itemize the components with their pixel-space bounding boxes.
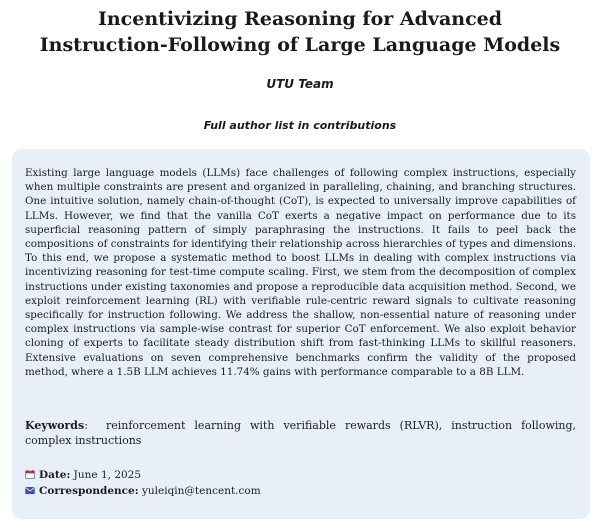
abstract-text: Existing large language models (LLMs) face challenges of following complex instructions, especially when multiple constraints are present and organized in paralleling, chaining, and branching structures. One intuitive solution, namely chain-of-thought (CoT), is expected to universally improve capabilities of LLMs. However, we find that the vanilla CoT exerts a negative impact on performance due to its superficial reasoning pattern of simply paraphrasing the instructions. It fails to peel back the compositions of constraints for identifying their relationship across hierarchies of types and dimensions. To this end, we propose a systematic method to boost LLMs in dealing with complex instructions via incentivizing reasoning for test-time compute scaling. First, we stem from the decomposition of complex instructions under existing taxonomies and propose a reproducible data acquisition method. Second, we exploit reinforcement learning (RL) with verifiable rule-centric reward signals to cultivate reasoning specifically for instruction following. We address the shallow, non-essential nature of reasoning under complex instructions via sample-wise contrast for superior CoT enforcement. We also exploit behavior cloning of experts to facilitate steady distribution shift from fast-thinking LLMs to skillful reasoners. Extensive evaluations on seven comprehensive benchmarks confirm the validity of the proposed method, where a 1.5B LLM achieves 11.74% gains with performance comparable to a 8B LLM. [25,167,576,378]
calendar-icon [25,470,35,479]
date-line [25,468,141,482]
date-value: June 1, 2025 [73,469,142,481]
correspondence-line [25,484,261,498]
title-line-1: Incentivizing Reasoning for Advanced [97,8,503,30]
correspondence-email[interactable]: yuleiqin@tencent.com [141,485,261,497]
keywords-label: Keywords [25,419,85,432]
envelope-icon [25,486,35,495]
keywords-text: reinforcement learning with verifiable rewards (RLVR), instruction following, complex instructions [25,419,577,447]
correspondence-label: Correspondence: [39,485,139,497]
author-note: Full author list in contributions [203,119,397,132]
date-label: Date: [39,469,71,481]
title-line-2: Instruction-Following of Large Language Models [39,34,561,56]
team-name: UTU Team [266,77,334,91]
keywords: Keywords: reinforcement learning with verifiable rewards (RLVR), instruction following, complex instructions [25,419,577,447]
paper-title [0,6,600,58]
